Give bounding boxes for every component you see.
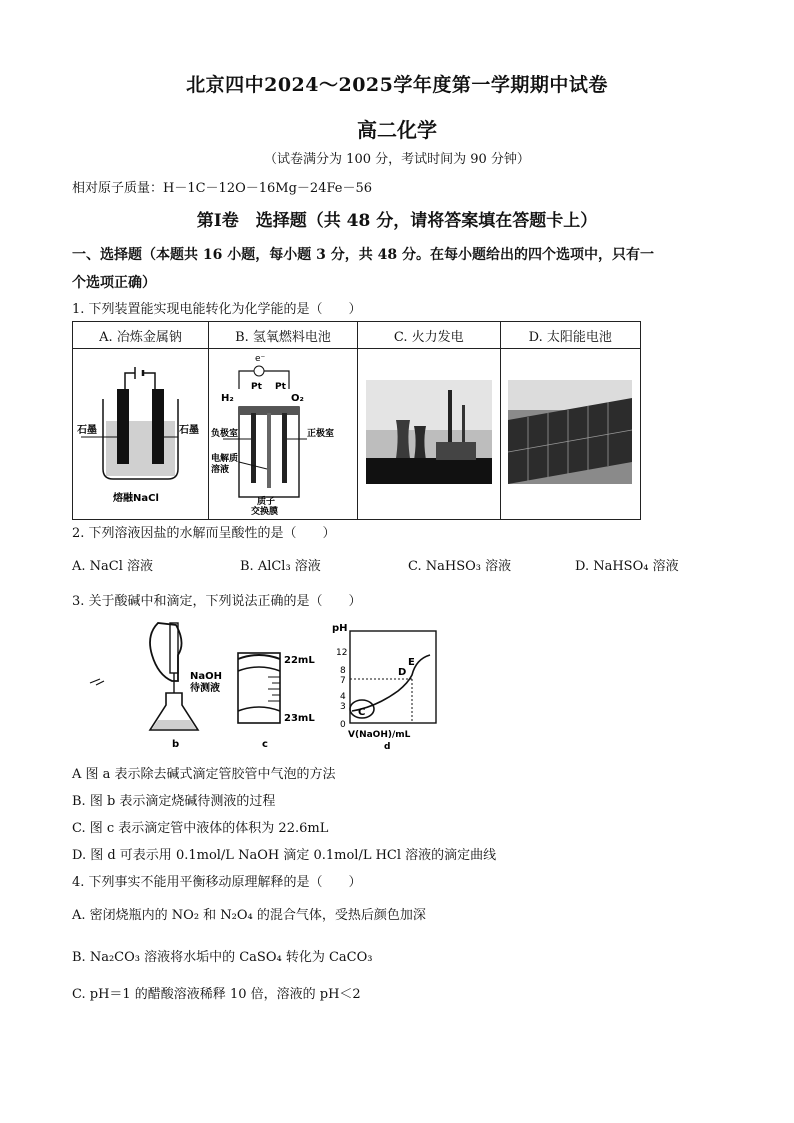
tick-7: 7: [340, 676, 346, 686]
point-c-label: C: [358, 707, 366, 718]
instruction-line-1: 一、选择题（本题共 16 小题，每小题 3 分，共 48 分。在每小题给出的四个选项中，只有一: [72, 247, 654, 263]
q1-option-d: D. 太阳能电池: [500, 322, 641, 349]
analyte-label: 待测液: [190, 683, 220, 694]
electrolyte-label-1: 电解质: [211, 454, 239, 464]
atomic-mass: 相对原子质量：H－1C－12O－16Mg－24Fe－56: [72, 181, 373, 196]
electrolysis-diagram: [73, 349, 208, 515]
figure-c-label: c: [262, 739, 268, 750]
q1-option-a: A. 冶炼金属钠: [73, 322, 209, 349]
graphite-left-label: 石墨: [77, 425, 97, 436]
q1-option-c: C. 火力发电: [358, 322, 501, 349]
molten-nacl-label: 熔融NaCl: [113, 493, 159, 504]
figure-c-scale: [238, 653, 315, 750]
tick-4: 4: [340, 692, 346, 702]
figure-b-titration: [150, 623, 222, 750]
exam-info: （试卷满分为 100 分，考试时间为 90 分钟）: [264, 152, 530, 167]
exam-title: 北京四中2024～2025学年度第一学期期中试卷: [186, 74, 608, 96]
point-d-label: D: [398, 667, 407, 678]
q2-option-a: A. NaCl 溶液: [72, 559, 154, 574]
o2-label: O₂: [291, 393, 304, 404]
electron-label: e⁻: [255, 354, 266, 364]
tick-12: 12: [336, 648, 348, 658]
q2-stem: 2. 下列溶液因盐的水解而呈酸性的是（ ）: [72, 526, 336, 541]
q1-figure-b-cell: [209, 349, 358, 520]
scale-bottom-label: 23mL: [284, 713, 315, 724]
tick-3: 3: [340, 702, 346, 712]
h2-label: H₂: [221, 393, 234, 404]
point-e-label: E: [408, 657, 415, 668]
q2-option-b: B. AlCl₃ 溶液: [240, 559, 321, 574]
q1-figure-c-cell: [358, 349, 501, 520]
electrolyte-label-2: 溶液: [211, 465, 230, 475]
q4-option-b: B. Na₂CO₃ 溶液将水垢中的 CaSO₄ 转化为 CaCO₃: [72, 950, 373, 965]
q3-option-d: D. 图 d 可表示用 0.1mol/L NaOH 滴定 0.1mol/L HCl 溶液的滴定曲线: [72, 848, 497, 863]
tick-8: 8: [340, 666, 346, 676]
power-plant-photo: [366, 380, 492, 484]
q2-option-d: D. NaHSO₄ 溶液: [575, 559, 679, 574]
q4-stem: 4. 下列事实不能用平衡移动原理解释的是（ ）: [72, 875, 362, 890]
q1-figure-a-cell: [73, 349, 209, 520]
pt-left-label: Pt: [251, 382, 262, 392]
figure-a-remnant: [90, 679, 104, 685]
negative-chamber-label: 负极室: [211, 429, 239, 439]
positive-chamber-label: 正极室: [307, 429, 335, 439]
figure-b-label: b: [172, 739, 180, 750]
q3-figures: [86, 615, 446, 755]
q2-option-c: C. NaHSO₃ 溶液: [408, 559, 512, 574]
tick-0: 0: [340, 720, 346, 730]
q1-option-b: B. 氢氧燃料电池: [209, 322, 358, 349]
q4-option-a: A. 密闭烧瓶内的 NO₂ 和 N₂O₄ 的混合气体，受热后颜色加深: [72, 908, 426, 923]
section-heading: 第Ⅰ卷 选择题（共 48 分，请将答案填在答题卡上）: [196, 211, 598, 231]
exam-subject: 高二化学: [357, 118, 437, 142]
membrane-label-2: 交换膜: [251, 507, 279, 515]
instruction-line-2: 个选项正确）: [72, 275, 156, 291]
fuel-cell-diagram: [209, 349, 357, 515]
q1-stem: 1. 下列装置能实现电能转化为化学能的是（ ）: [72, 302, 362, 317]
membrane-label-1: 质子: [257, 497, 276, 507]
q3-option-a: A 图 a 表示除去碱式滴定管胶管中气泡的方法: [72, 767, 336, 782]
pt-right-label: Pt: [275, 382, 286, 392]
q3-option-b: B. 图 b 表示滴定烧碱待测液的过程: [72, 794, 276, 809]
volume-axis-label: V(NaOH)/mL: [348, 730, 411, 740]
q1-figure-d-cell: [500, 349, 641, 520]
q4-option-c: C. pH＝1 的醋酸溶液稀释 10 倍，溶液的 pH＜2: [72, 987, 361, 1002]
solar-panel-photo: [508, 380, 632, 484]
figure-d-curve: [332, 623, 436, 752]
q3-stem: 3. 关于酸碱中和滴定，下列说法正确的是（ ）: [72, 594, 362, 609]
naoh-label: NaOH: [190, 671, 222, 682]
ph-axis-label: pH: [332, 623, 348, 634]
scale-top-label: 22mL: [284, 655, 315, 666]
graphite-right-label: 石墨: [179, 425, 199, 436]
figure-d-label: d: [384, 742, 391, 752]
q1-options-table: [72, 321, 641, 520]
q3-option-c: C. 图 c 表示滴定管中液体的体积为 22.6mL: [72, 821, 329, 836]
